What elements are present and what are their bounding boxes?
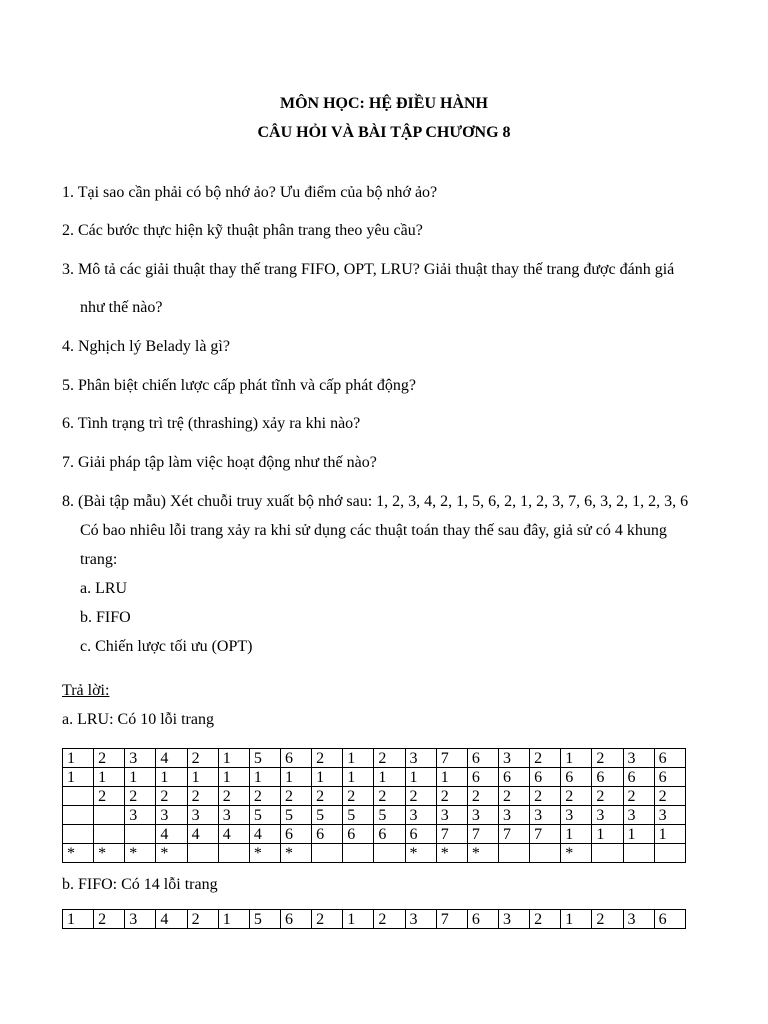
table-cell: 3	[530, 806, 561, 825]
table-cell: 2	[280, 787, 311, 806]
lru-table	[62, 748, 686, 863]
table-cell: 3	[623, 749, 654, 768]
table-cell: *	[405, 844, 436, 863]
table-cell: 3	[156, 806, 187, 825]
table-cell: 2	[94, 749, 125, 768]
table-cell: 2	[467, 787, 498, 806]
table-cell: 3	[623, 910, 654, 929]
table-cell: 2	[156, 787, 187, 806]
table-cell: 2	[530, 787, 561, 806]
table-cell: 3	[405, 910, 436, 929]
question-2: 2. Các bước thực hiện kỹ thuật phân trang theo yêu cầu?	[62, 222, 423, 239]
table-cell: 2	[187, 910, 218, 929]
table-cell: 1	[654, 825, 685, 844]
table-cell: 3	[654, 806, 685, 825]
table-cell	[654, 844, 685, 863]
table-cell: *	[467, 844, 498, 863]
table-cell	[63, 806, 94, 825]
table-cell: 2	[592, 910, 623, 929]
table-cell: 2	[592, 787, 623, 806]
question-8-line-2: Có bao nhiêu lỗi trang xảy ra khi sử dụng các thuật toán thay thế sau đây, giả sử có 4 khung	[80, 522, 667, 539]
table-row	[63, 787, 686, 806]
table-row	[63, 825, 686, 844]
table-cell	[187, 844, 218, 863]
table-cell: 6	[530, 768, 561, 787]
table-cell: 1	[63, 768, 94, 787]
table-cell: 1	[436, 768, 467, 787]
table-cell: *	[280, 844, 311, 863]
table-cell: 3	[436, 806, 467, 825]
table-cell: *	[63, 844, 94, 863]
table-cell: 2	[623, 787, 654, 806]
table-cell: 2	[654, 787, 685, 806]
table-cell: 4	[156, 910, 187, 929]
table-cell: 1	[187, 768, 218, 787]
table-cell: 6	[654, 910, 685, 929]
table-cell	[592, 844, 623, 863]
table-cell: 7	[467, 825, 498, 844]
table-cell: 2	[374, 910, 405, 929]
table-cell: 3	[405, 749, 436, 768]
table-cell	[623, 844, 654, 863]
table-cell: *	[94, 844, 125, 863]
table-cell: 1	[63, 910, 94, 929]
table-cell: 1	[592, 825, 623, 844]
table-cell: 2	[187, 787, 218, 806]
table-cell: 2	[218, 787, 249, 806]
table-cell: 6	[592, 768, 623, 787]
table-cell: 6	[405, 825, 436, 844]
table-cell	[63, 787, 94, 806]
table-cell: 5	[249, 749, 280, 768]
table-cell: 3	[623, 806, 654, 825]
table-cell: 1	[280, 768, 311, 787]
table-cell: 6	[654, 749, 685, 768]
table-cell: 2	[312, 787, 343, 806]
table-cell: 4	[218, 825, 249, 844]
table-cell: *	[156, 844, 187, 863]
table-cell: 6	[374, 825, 405, 844]
table-cell: 7	[436, 910, 467, 929]
question-8: 8. (Bài tập mẫu) Xét chuỗi truy xuất bộ nhớ sau: 1, 2, 3, 4, 2, 1, 5, 6, 2, 1, 2, 3, 7, 6, 3, 2, 1, 2, 3, 6	[62, 493, 689, 510]
option-a: a. LRU	[80, 580, 128, 597]
table-cell: 4	[156, 825, 187, 844]
table-cell: 1	[249, 768, 280, 787]
table-cell: 2	[94, 787, 125, 806]
table-cell: 7	[498, 825, 529, 844]
table-cell	[530, 844, 561, 863]
table-cell	[374, 844, 405, 863]
table-cell: 1	[312, 768, 343, 787]
course-title: MÔN HỌC: HỆ ĐIỀU HÀNH	[280, 95, 488, 112]
table-cell: 1	[218, 910, 249, 929]
fifo-table	[62, 909, 686, 929]
table-cell: 1	[63, 749, 94, 768]
table-cell: 2	[125, 787, 156, 806]
table-cell: 1	[218, 768, 249, 787]
table-cell: 6	[280, 749, 311, 768]
table-cell: 1	[343, 749, 374, 768]
table-cell: 3	[592, 806, 623, 825]
table-cell	[94, 806, 125, 825]
table-cell: 2	[374, 749, 405, 768]
table-cell	[125, 825, 156, 844]
table-cell: 3	[498, 749, 529, 768]
table-cell: 7	[436, 749, 467, 768]
table-cell: 2	[561, 787, 592, 806]
table-cell: 6	[467, 910, 498, 929]
table-cell: 3	[187, 806, 218, 825]
table-cell: 4	[187, 825, 218, 844]
question-8-line-3: trang:	[80, 551, 118, 568]
table-row	[63, 910, 686, 929]
table-cell: 6	[561, 768, 592, 787]
table-cell: 1	[125, 768, 156, 787]
table-cell	[343, 844, 374, 863]
table-cell: 3	[561, 806, 592, 825]
table-cell: 5	[280, 806, 311, 825]
table-cell: 5	[343, 806, 374, 825]
question-6: 6. Tình trạng trì trệ (thrashing) xảy ra khi nào?	[62, 415, 361, 432]
table-cell: 2	[498, 787, 529, 806]
table-cell: 6	[498, 768, 529, 787]
table-row	[63, 844, 686, 863]
table-cell: 3	[125, 806, 156, 825]
fifo-answer-label: b. FIFO: Có 14 lỗi trang	[62, 876, 218, 893]
table-cell: 4	[156, 749, 187, 768]
table-cell: 6	[312, 825, 343, 844]
table-cell: 1	[343, 768, 374, 787]
table-cell: 4	[249, 825, 280, 844]
table-cell: 2	[405, 787, 436, 806]
table-cell: *	[249, 844, 280, 863]
table-cell: 2	[249, 787, 280, 806]
question-3-continued: như thế nào?	[80, 299, 163, 316]
table-row	[63, 806, 686, 825]
table-cell: 1	[405, 768, 436, 787]
table-cell: 1	[94, 768, 125, 787]
table-cell: 2	[343, 787, 374, 806]
table-cell: 3	[125, 749, 156, 768]
table-cell: 3	[498, 910, 529, 929]
table-row	[63, 768, 686, 787]
lru-answer-label: a. LRU: Có 10 lỗi trang	[62, 711, 214, 728]
chapter-title: CÂU HỎI VÀ BÀI TẬP CHƯƠNG 8	[257, 124, 511, 141]
table-cell: 1	[561, 749, 592, 768]
table-cell: 3	[125, 910, 156, 929]
table-cell: 7	[530, 825, 561, 844]
table-cell: 5	[249, 910, 280, 929]
table-cell: 5	[312, 806, 343, 825]
table-cell	[63, 825, 94, 844]
table-cell: 6	[467, 768, 498, 787]
table-cell: *	[125, 844, 156, 863]
table-cell: 6	[280, 825, 311, 844]
table-cell: 5	[249, 806, 280, 825]
table-cell: 1	[623, 825, 654, 844]
table-cell: 6	[654, 768, 685, 787]
table-cell: 1	[218, 749, 249, 768]
table-cell: *	[561, 844, 592, 863]
table-cell: 1	[561, 910, 592, 929]
table-cell: 2	[94, 910, 125, 929]
table-row	[63, 749, 686, 768]
table-cell: 1	[343, 910, 374, 929]
table-cell: 2	[530, 910, 561, 929]
table-cell: 2	[312, 749, 343, 768]
table-cell: 1	[156, 768, 187, 787]
table-cell: 6	[343, 825, 374, 844]
table-cell: 6	[623, 768, 654, 787]
table-cell: 2	[374, 787, 405, 806]
answer-heading: Trả lời:	[62, 682, 110, 699]
table-cell: 1	[374, 768, 405, 787]
table-cell	[498, 844, 529, 863]
table-cell: 5	[374, 806, 405, 825]
table-cell: 3	[467, 806, 498, 825]
table-cell: 2	[592, 749, 623, 768]
table-cell: 6	[280, 910, 311, 929]
table-cell	[218, 844, 249, 863]
table-cell	[94, 825, 125, 844]
table-cell: 2	[530, 749, 561, 768]
table-cell: *	[436, 844, 467, 863]
question-5: 5. Phân biệt chiến lược cấp phát tĩnh và cấp phát động?	[62, 377, 416, 394]
question-1: 1. Tại sao cần phải có bộ nhớ ảo? Ưu điểm của bộ nhớ ảo?	[62, 184, 438, 201]
table-cell	[312, 844, 343, 863]
question-3: 3. Mô tả các giải thuật thay thế trang FIFO, OPT, LRU? Giải thuật thay thế trang được đánh giá	[62, 261, 675, 278]
option-c: c. Chiến lược tối ưu (OPT)	[80, 638, 253, 655]
table-cell: 3	[405, 806, 436, 825]
table-cell: 2	[187, 749, 218, 768]
table-cell: 2	[312, 910, 343, 929]
table-cell: 2	[436, 787, 467, 806]
option-b: b. FIFO	[80, 609, 131, 626]
table-cell: 3	[498, 806, 529, 825]
question-7: 7. Giải pháp tập làm việc hoạt động như thế nào?	[62, 454, 377, 471]
table-cell: 7	[436, 825, 467, 844]
table-cell: 6	[467, 749, 498, 768]
question-4: 4. Nghịch lý Belady là gì?	[62, 338, 230, 355]
table-cell: 1	[561, 825, 592, 844]
table-cell: 3	[218, 806, 249, 825]
